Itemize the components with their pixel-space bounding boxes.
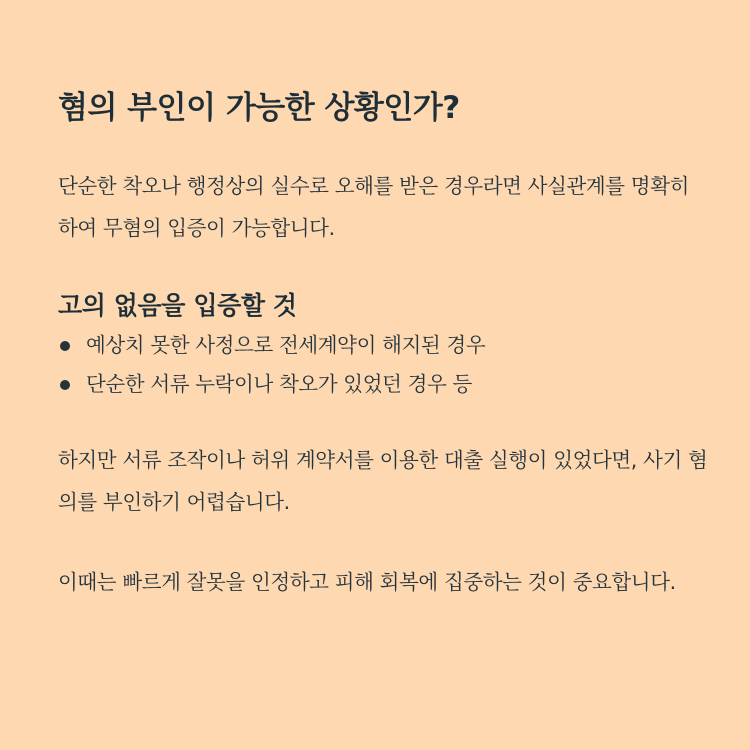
bullet-item bbox=[58, 326, 708, 365]
bullet-dot-icon bbox=[60, 341, 70, 351]
warning-paragraph: 하지만 서류 조작이나 허위 계약서를 이용한 대출 실행이 있었다면, 사기 혐의를 부인하기 어렵습니다. bbox=[58, 448, 708, 514]
section-subheading: 고의 없음을 입증할 것 bbox=[58, 291, 297, 320]
bullet-item bbox=[58, 365, 708, 404]
bullet-text: 단순한 서류 누락이나 착오가 있었던 경우 등 bbox=[86, 372, 472, 396]
page-title: 혐의 부인이 가능한 상황인가? bbox=[58, 90, 460, 126]
content-card bbox=[58, 84, 708, 603]
bullet-text: 예상치 못한 사정으로 전세계약이 해지된 경우 bbox=[86, 333, 486, 357]
bullet-list bbox=[58, 326, 708, 404]
intro-paragraph: 단순한 착오나 행정상의 실수로 오해를 받은 경우라면 사실관계를 명확히 하여 무혐의 입증이 가능합니다. bbox=[58, 174, 690, 240]
bullet-dot-icon bbox=[60, 380, 70, 390]
advice-paragraph: 이때는 빠르게 잘못을 인정하고 피해 회복에 집중하는 것이 중요합니다. bbox=[58, 570, 676, 594]
